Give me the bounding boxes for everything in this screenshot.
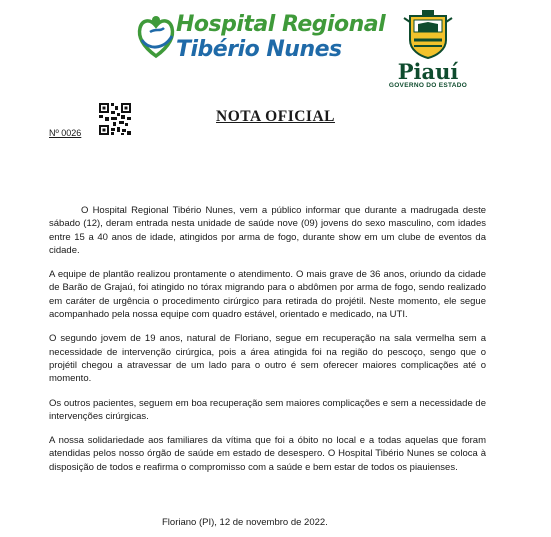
paragraph: A nossa solidariedade aos familiares da vítima que foi a óbito no local e a todas aquelas que foram atendidas pelos nosso órgão de saúde em estado de desespero. O Hospital Tibério Nunes se coloca à disposição de todos e reafirma o compromisso com a saúde e bem estar de todos os piauienses. [49,435,486,473]
hospital-name-line2: Tibério Nunes [176,37,342,62]
piaui-crest-icon [388,10,468,60]
paragraph: Os outros pacientes, seguem em boa recuperação sem maiores complicações e sem a necessidade de intervenções cirúrgicas. [49,397,486,422]
document-number: Nº 0026 [49,128,82,138]
piaui-logo [388,10,468,90]
paragraph: A equipe de plantão realizou prontamente o atendimento. O mais grave de 36 anos, oriundo da cidade de Barão de Grajaú, foi atingido no tórax migrando para o abdômen por arma de fogo, sendo realizado em caráter de urgência o procedimento cirúrgico para retirada do projétil. Neste momento, ele segue acompanhado pela nossa equipe com quadro estável, orientado e medicado, na UTI. [49,269,486,321]
paragraph: O segundo jovem de 19 anos, natural de Floriano, segue em recuperação na sala vermelha sem a necessidade de intervenção cirúrgica, pois a área atingida foi na região do pescoço, sengo que o projétil chegou a atravessar de um lado para o outro é sem oferecer maiores complicações até o momento. [49,333,486,385]
hospital-name-line1: Hospital Regional [176,12,386,37]
hospital-logo [136,8,386,66]
document-date: Floriano (PI), 12 de novembro de 2022. [162,517,328,528]
hospital-heart-icon [136,10,176,62]
paragraph: O Hospital Regional Tibério Nunes, vem a público informar que durante a madrugada deste sábado (12), deram entrada nesta unidade de saúde nove (09) jovens do sexo masculino, com idades entre 15 a 40 anos de idade, atingidos por arma de fogo, durante show em um clube de eventos da cidade. [49,205,486,256]
document-body [49,204,486,485]
state-subtitle: GOVERNO DO ESTADO [388,82,468,89]
state-name: Piauí [397,59,459,84]
page-title: NOTA OFICIAL [216,108,335,125]
